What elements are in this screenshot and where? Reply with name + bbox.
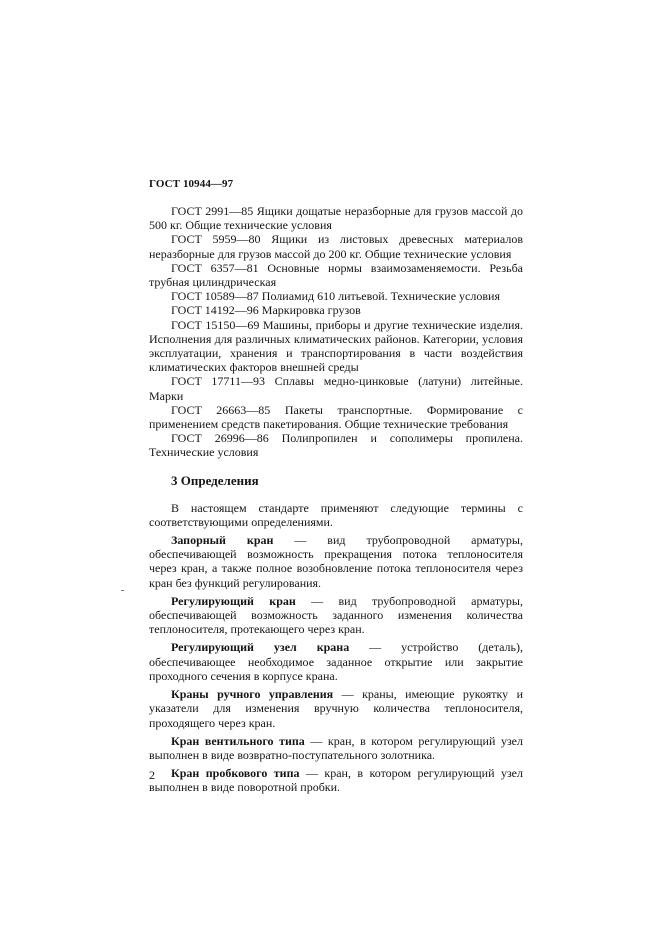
definition-term: Краны ручного управления	[171, 687, 334, 702]
definition-item	[149, 594, 523, 637]
definition-item	[149, 734, 523, 762]
reference-item: ГОСТ 17711—93 Сплавы медно-цинковые (латуни) литейные. Марки	[149, 374, 523, 403]
definitions-section	[149, 501, 523, 795]
definition-term: Запорный кран	[171, 533, 274, 548]
references-list	[149, 204, 523, 460]
definition-term: Регулирующий узел крана	[171, 640, 350, 655]
reference-item: ГОСТ 26996—86 Полипропилен и сополимеры пропилена. Технические условия	[149, 431, 523, 460]
definition-text: — устройство (деталь), обеспечивающее необходимое заданное открытие или закрытие проходного сечения в корпусе крана.	[149, 640, 524, 683]
reference-item: ГОСТ 15150—69 Машины, приборы и другие технические изделия. Исполнения для различных климатических районов. Категории, условия эксплуатации, хранения и транспортирования в части воздействия климатических факторов внешней среды	[149, 317, 523, 375]
page-number: 2	[149, 768, 155, 782]
definition-item	[149, 766, 523, 794]
definition-term: Кран вентильного типа	[171, 733, 305, 748]
definition-term: Регулирующий кран	[171, 593, 296, 608]
reference-item: ГОСТ 10589—87 Полиамид 610 литьевой. Технические условия	[171, 289, 500, 304]
reference-item: ГОСТ 2991—85 Ящики дощатые неразборные для грузов массой до 500 кг. Общие технические условия	[149, 204, 523, 233]
section-title: 3 Определения	[171, 472, 259, 488]
definition-item	[149, 687, 523, 730]
reference-item: ГОСТ 14192—96 Маркировка грузов	[171, 303, 361, 318]
reference-item: ГОСТ 26663—85 Пакеты транспортные. Формирование с применением средств пакетирования. Общие технические требования	[149, 402, 523, 432]
scan-speck	[121, 590, 124, 591]
definition-text: — кран, в котором регулирующий узел выполнен в виде возвратно-поступательного золотника.	[149, 733, 523, 762]
reference-item: ГОСТ 5959—80 Ящики из листовых древесных материалов неразборные для грузов массой до 200 кг. Общие технические условия	[149, 232, 523, 261]
definition-text: — вид трубопроводной арматуры, обеспечивающей возможность заданного изменения количества теплоносителя, протекающего через кран.	[149, 593, 523, 637]
section-intro: В настоящем стандарте применяют следующие термины с соответствующими определениями.	[149, 500, 523, 529]
definition-text: — вид трубопроводной арматуры, обеспечивающей возможность прекращения потока теплоносителя через кран, а также полное возобновление потока теплоносителя через кран без функций регулирования.	[149, 533, 523, 590]
document-header: ГОСТ 10944—97	[149, 178, 234, 190]
reference-item: ГОСТ 6357—81 Основные нормы взаимозаменяемости. Резьба трубная цилиндрическая	[149, 260, 523, 290]
definition-term: Кран пробкового типа	[171, 766, 300, 781]
definition-text: — краны, имеющие рукоятку и указатели для изменения вручную количества теплоносителя, проходящего через кран.	[149, 687, 524, 730]
definition-item	[149, 533, 523, 590]
definition-item	[149, 640, 523, 683]
document-page	[149, 178, 523, 799]
definition-text: — кран, в котором регулирующий узел выполнен в виде поворотной пробки.	[149, 766, 523, 795]
